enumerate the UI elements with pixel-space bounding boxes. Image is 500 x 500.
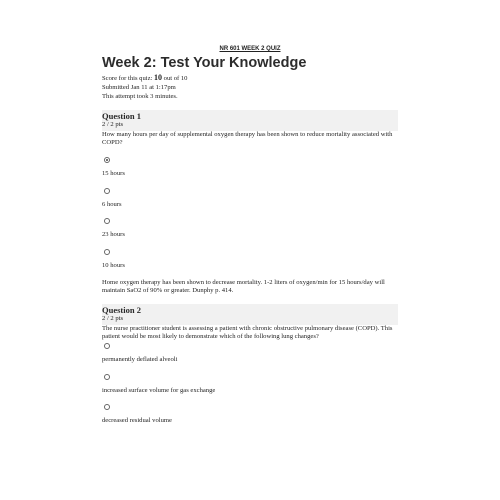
document-header: NR 601 WEEK 2 QUIZ xyxy=(219,46,281,52)
answer-label: permanently deflated alveoli xyxy=(102,356,178,363)
answer-radio[interactable] xyxy=(104,374,110,380)
score-label: Score for this quiz: xyxy=(102,75,155,82)
score-total: out of 10 xyxy=(162,75,188,82)
answer-label: decreased residual volume xyxy=(102,417,172,424)
score-line xyxy=(102,74,187,83)
question-title: Question 1 xyxy=(102,111,141,121)
answer-radio[interactable] xyxy=(104,404,110,410)
answer-label: 10 hours xyxy=(102,262,125,269)
answer-label: 6 hours xyxy=(102,201,122,208)
attempt-duration: This attempt took 3 minutes. xyxy=(102,93,178,100)
answer-radio[interactable] xyxy=(104,343,110,349)
question-1-text: How many hours per day of supplemental oxygen therapy has been shown to reduce mortality associated with COPD? xyxy=(102,131,393,146)
question-2-header xyxy=(102,304,398,325)
question-1-header xyxy=(102,110,398,131)
answer-radio[interactable] xyxy=(104,218,110,224)
answer-label: 23 hours xyxy=(102,231,125,238)
answer-radio[interactable] xyxy=(104,249,110,255)
question-1-explanation: Home oxygen therapy has been shown to decrease mortality. 1-2 liters of oxygen/min for 15 hours/day will maintain SaO2 of 90% or greater. Dunphy p. 414. xyxy=(102,279,385,294)
page-title: Week 2: Test Your Knowledge xyxy=(102,55,307,71)
question-title: Question 2 xyxy=(102,305,141,315)
answer-radio[interactable] xyxy=(104,188,110,194)
answer-label: 15 hours xyxy=(102,170,125,177)
question-2-text: The nurse practitioner student is assessing a patient with chronic obstructive pulmonary disease (COPD). This patient would be most likely to demonstrate which of the following lung changes? xyxy=(102,325,393,340)
answer-label: increased surface volume for gas exchange xyxy=(102,387,216,394)
question-points: 2 / 2 pts xyxy=(102,121,124,128)
quiz-page xyxy=(102,0,398,500)
answer-radio-selected[interactable] xyxy=(104,157,110,163)
submitted-time: Submitted Jan 11 at 1:17pm xyxy=(102,84,176,91)
score-value: 10 xyxy=(154,73,163,82)
question-points: 2 / 2 pts xyxy=(102,315,124,322)
